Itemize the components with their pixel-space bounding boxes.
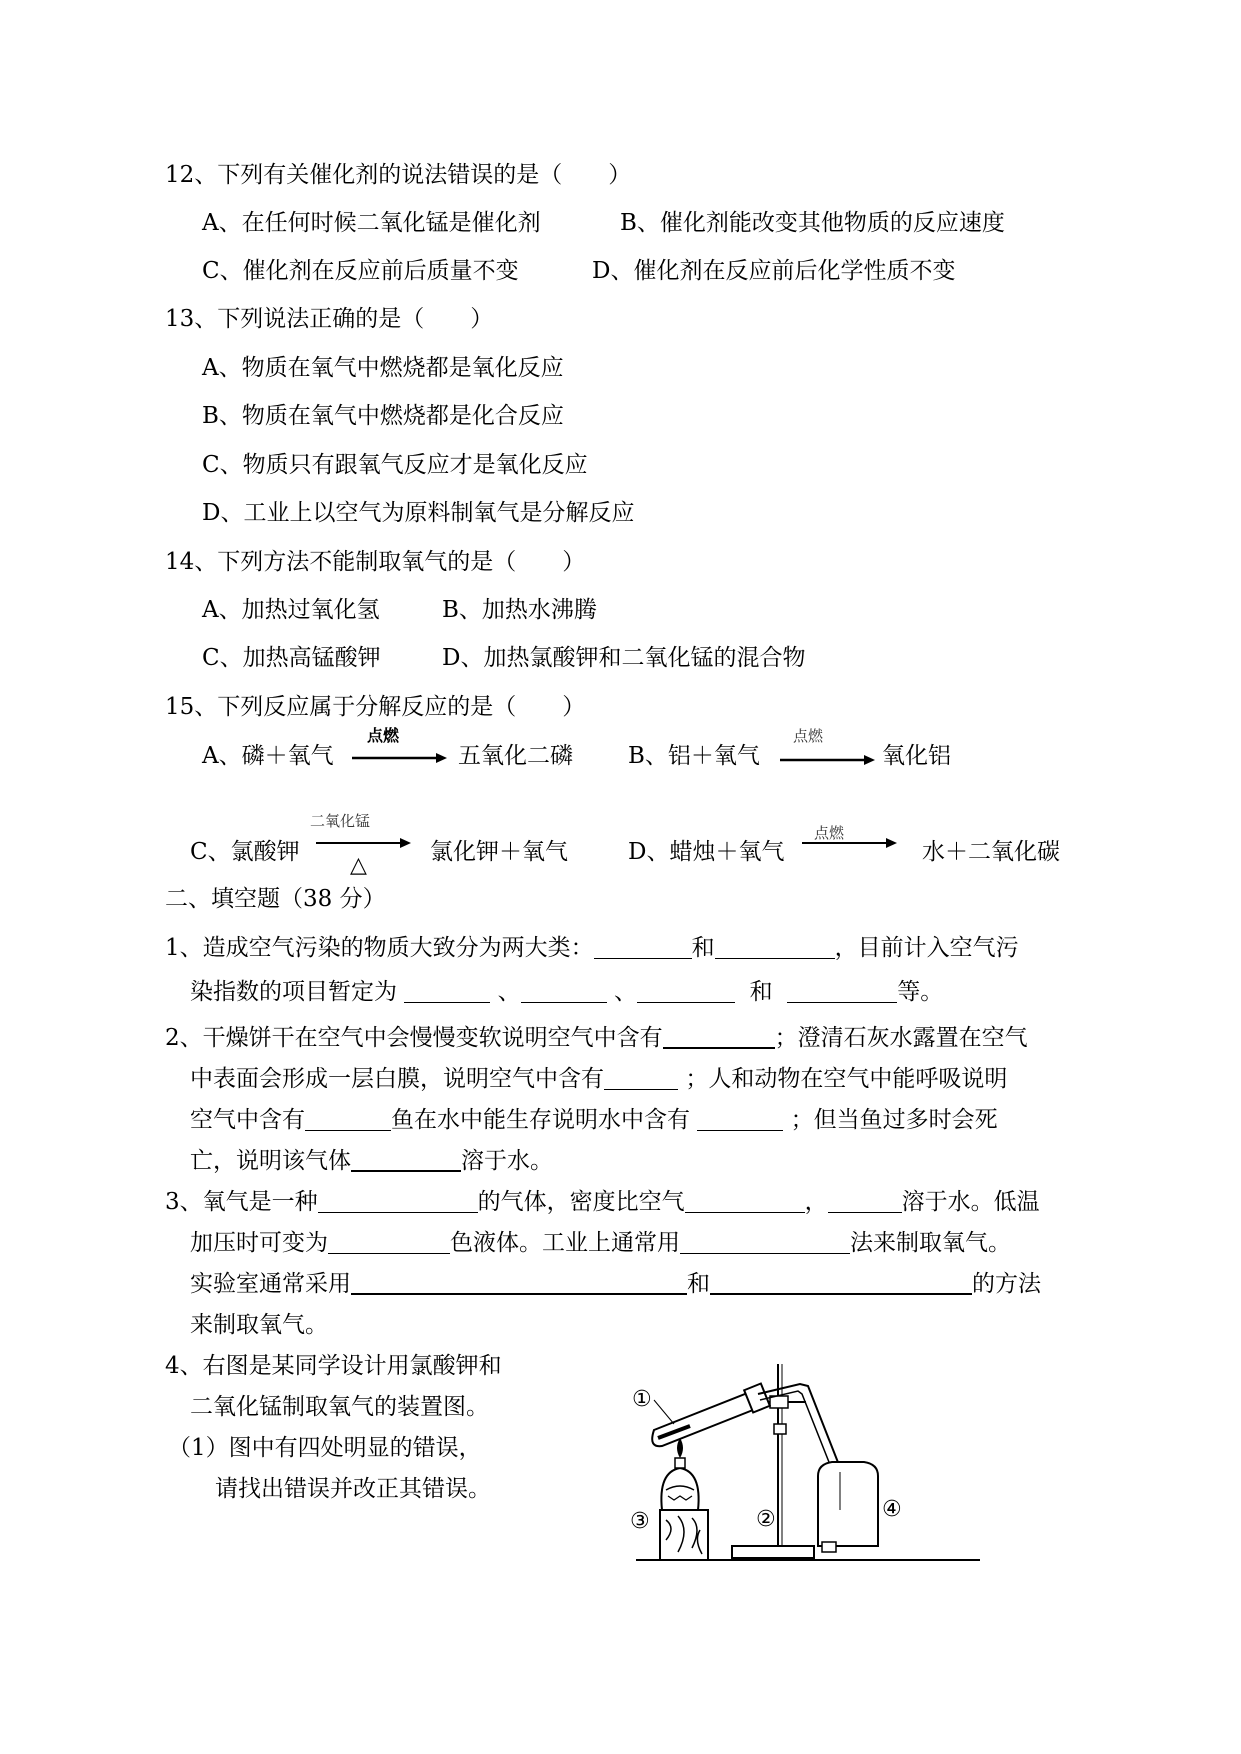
answer-blank[interactable]: [697, 1106, 783, 1131]
q13-option-a: A、物质在氧气中燃烧都是氧化反应: [202, 355, 564, 381]
q15-c-products: 氯化钾＋氧气: [430, 839, 568, 865]
q15-d-reactants: D、蜡烛＋氧气: [628, 839, 785, 865]
reaction-arrow-icon: [352, 750, 448, 766]
q15-d-products: 水＋二氧化碳: [922, 839, 1060, 865]
q15-a-condition: 点燃: [367, 726, 400, 745]
oxygen-apparatus-diagram: [630, 1360, 990, 1570]
answer-blank[interactable]: [663, 1023, 775, 1049]
answer-blank[interactable]: [305, 1106, 391, 1131]
q15-b-condition: 点燃: [793, 727, 824, 745]
q15-d-condition: 点燃: [814, 824, 845, 842]
q15-c-catalyst: 二氧化锰: [310, 812, 371, 830]
answer-blank[interactable]: [637, 978, 735, 1003]
fill1-line1: 1、造成空气污染的物质大致分为两大类： 和 ，目前计入空气污: [165, 935, 1019, 961]
answer-blank[interactable]: [604, 1065, 678, 1090]
q13-option-c: C、物质只有跟氧气反应才是氧化反应: [202, 452, 588, 478]
label-4: ④: [882, 1497, 902, 1522]
fill4-line3: （1）图中有四处明显的错误，: [168, 1435, 482, 1461]
q15-b-products: 氧化铝: [882, 743, 951, 769]
label-2: ②: [756, 1507, 776, 1532]
heat-symbol: △: [350, 853, 367, 878]
answer-blank[interactable]: [828, 1188, 902, 1213]
answer-blank[interactable]: [404, 978, 490, 1003]
answer-blank[interactable]: [685, 1188, 805, 1213]
reaction-arrow-icon: [780, 753, 876, 767]
q15-c-reactants: C、氯酸钾: [190, 839, 300, 865]
q13-stem: 13、下列说法正确的是（ ）: [165, 306, 494, 332]
q12-option-b: B、催化剂能改变其他物质的反应速度: [620, 210, 1005, 236]
q15-stem: 15、下列反应属于分解反应的是（ ）: [165, 694, 586, 720]
q14-option-c: C、加热高锰酸钾: [202, 645, 381, 671]
fill4-line1: 4、右图是某同学设计用氯酸钾和: [165, 1353, 502, 1379]
fill2-line1: 2、干燥饼干在空气中会慢慢变软说明空气中含有 ；澄清石灰水露置在空气: [165, 1025, 1028, 1051]
label-1: ①: [632, 1387, 652, 1412]
section-title: 二、填空题（38 分）: [165, 886, 386, 912]
fill3-line3: 实验室通常采用 和 的方法: [190, 1271, 1041, 1297]
label-3: ③: [630, 1509, 650, 1534]
answer-blank[interactable]: [710, 1269, 972, 1295]
fill2-line4: 亡，说明该气体 溶于水。: [190, 1148, 553, 1174]
answer-blank[interactable]: [594, 934, 692, 959]
q15-b-reactants: B、铝＋氧气: [628, 743, 760, 769]
answer-blank[interactable]: [351, 1269, 687, 1295]
fill3-line2: 加压时可变为 色液体。工业上通常用 法来制取氧气。: [190, 1230, 1011, 1256]
q15-a-products: 五氧化二磷: [458, 743, 573, 769]
fill2-line3: 空气中含有 鱼在水中能生存说明水中含有 ；但当鱼过多时会死: [190, 1107, 998, 1133]
answer-blank[interactable]: [318, 1188, 478, 1213]
q15-a-reactants: A、磷＋氧气: [202, 743, 334, 769]
answer-blank[interactable]: [328, 1229, 450, 1254]
q14-stem: 14、下列方法不能制取氧气的是（ ）: [165, 549, 586, 575]
fill4-line4: 请找出错误并改正其错误。: [215, 1476, 491, 1502]
q14-option-b: B、加热水沸腾: [442, 597, 597, 623]
q14-option-d: D、加热氯酸钾和二氧化锰的混合物: [442, 645, 806, 671]
answer-blank[interactable]: [351, 1146, 461, 1172]
q12-option-c: C、催化剂在反应前后质量不变: [202, 258, 519, 284]
fill2-line2: 中表面会形成一层白膜，说明空气中含有 ；人和动物在空气中能呼吸说明: [190, 1066, 1008, 1092]
q13-option-d: D、工业上以空气为原料制氧气是分解反应: [202, 500, 635, 526]
q14-option-a: A、加热过氧化氢: [202, 597, 380, 623]
reaction-arrow-icon: [316, 836, 412, 850]
fill3-line4: 来制取氧气。: [190, 1312, 328, 1338]
reaction-arrow-icon: [802, 836, 898, 850]
q12-stem: 12、下列有关催化剂的说法错误的是（ ）: [165, 162, 632, 188]
q12-option-d: D、催化剂在反应前后化学性质不变: [592, 258, 956, 284]
fill4-line2: 二氧化锰制取氧气的装置图。: [190, 1394, 489, 1420]
answer-blank[interactable]: [715, 934, 835, 959]
fill1-line2: 染指数的项目暂定为 、 、 和 等。: [190, 979, 944, 1005]
answer-blank[interactable]: [787, 978, 897, 1003]
fill3-line1: 3、氧气是一种 的气体，密度比空气 ， 溶于水。低温: [165, 1189, 1040, 1215]
q13-option-b: B、物质在氧气中燃烧都是化合反应: [202, 403, 564, 429]
answer-blank[interactable]: [680, 1229, 850, 1254]
q12-option-a: A、在任何时候二氧化锰是催化剂: [202, 210, 541, 236]
answer-blank[interactable]: [521, 978, 607, 1003]
